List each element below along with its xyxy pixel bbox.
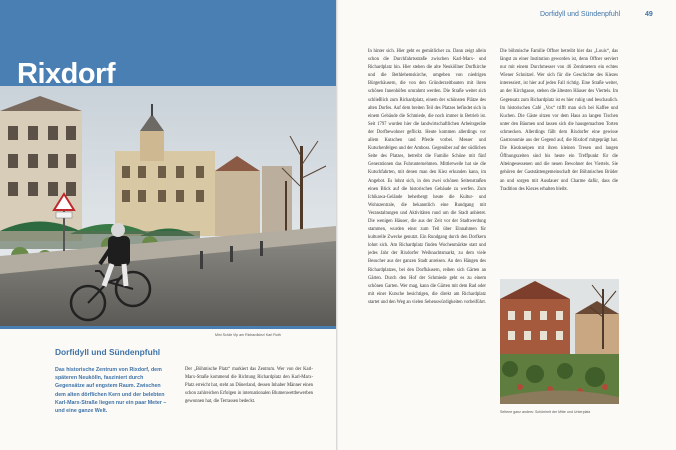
body-column-right-2: Die böhmische Familie Offner betreibt hier das „Louis“, das längst zu einer Institution geworden ist, denn Offner serviert nur mit einem Durchmesser von 46 Zentimetern ein echtes Wiener Schnitzel. Wer sich für die Geschichte des Kiezes interessiert, ist hier auf jeden Fall richtig. Eine Straße weiter, an der Kirchgasse, stehen die ältesten Häuser des Viertels. Im Gegensatz zum Richardplatz ist es hier ruhig und beschaulich. Im historischen Café „Vox“ trifft man sich bei Kaffee und Kuchen. Die Gäste sitzen vor dem Haus an langen Tischen unter den Bäumen und lassen sich die hausgemachten Torten schmecken. Allerdings fällt dem Rixdorfer eine gewisse Gastronomie aus der Gegend auf, die Rixdorf mitgeprägt hat. Die Kiezkneipen mit ihren kleinen Tresen und langen Öffnungszeiten sind bis heute ein Treffpunkt für die Alteingesessenen und die neuen Bewohner des Viertels. Sie gehören der Gaststättengemeinschaft der Böhmischen Brüder an und sorgen mit Ausdauer und Charme dafür, dass die Tradition des Kiezes erhalten bleibt. [500,49,618,192]
body-column-left: Der „Böhmische Platz“ markiert das Zentrum. Wer von der Karl-Marx-Straße kommend die Richtung Richardplatz den Karl-Marx-Platz erreicht hat, steht an Dönerland, dessen Inhaber Männer einen schon zahlreichen Erfolgen in internationalen Blumenwettbewerben gewonnen hat, die Terrassen bedeckt. [185,367,313,405]
body-column-right-1: In hinter sich. Hier geht es gemütlicher zu. Dann zeigt allein schon die Durchfahrtsstraße zwischen Karl-Marx- und Richardplatz hin. Hier stehen die alte Neuköllner Dorfkirche und die Bethlehemskirche, umgeben von niedrigen Bürgerhäusern, die von den Gründerzeitbauten mit ihren schönen Innenhöfen umrahmt werden. Die Straße weitet sich schließlich zum Richardplatz, einem der schönsten Plätze des alten Dorfes. Auf dem breiten Teil des Platzes befindet sich in einem Gebäude die Schmiede, die noch immer in Betrieb ist. Seit 1797 wurden hier die landwirtschaftlichen Arbeitsgeräte der Dorfbewohner geflickt. Heute kommen allerdings vor allem Kutschen und Pferde vorbei. Messer und Kutschenfelgen und der Amboss. Gegenüber auf der südlichen Seite des Platzes, betreibt die Familie Schöne mit fünf Generationen das Fuhrunternehmen. Mittlerweile hat sie die Kutschfahrten, mit denen man den Kiez erkunden kann, im Angebot. Es lohnt sich, in den zwei schönen Seitenstraßen einen Blick auf die historischen Gebäude zu werfen. Zum Ichikawa-Gelände beherbergt heute die Kultur- und Wohnzentrale, die bekanntlich eine Rundgang mit Veranstaltungen und Aktivitäten rund um die Stadt anbietet. Die wenigen Häuser, die aus der Zeit vor der Stadtwerdung stammen, wurden einst zum Teil über Einnahmen für kulturelle Zwecke genutzt. Ein Rundgang durch den Dorfkern lohnt sich. Am Richardplatz finden Wochenmärkte statt und jedes Jahr der Rixdorfer Weihnachtsmarkt, zu dem viele Besucher aus der ganzen Stadt anreisen. An den Hängen des Richardplatzes, bei den Dorfhäusern, reihen sich Gärten an Gärten. Durch den Hof der Schmiede geht es zu einem schönen Garten. Wer mag, kann die Gärten mit dem Rad oder mit einer Kutsche besichtigen, die direkt am Richardplatz startet und den Weg an vielen Sehenswürdigkeiten vorbeiführt. [368,49,486,305]
page-number: 49 [645,11,653,18]
photo-underline [0,326,336,329]
street-photo [0,86,336,326]
left-page [0,0,336,450]
intro-paragraph: Das historische Zentrum von Rixdorf, dem späteren Neukölln, fasziniert durch Gegensätze auf engstem Raum. Zwischen dem alten dörflichen Kern und der belebten Karl-Marx-Straße liegen nur ein paar Meter – und eine ganze Welt. [55,367,167,415]
photo-caption-right: Seltene ganz anders: Schönheit der Mitte und Unterplatz [500,410,591,414]
chapter-title: Rixdorf [17,58,115,90]
garden-photo [500,279,619,404]
photo-caption-left: Mini Schär Vip am Richardkiez/ Karl Roth [215,333,281,337]
section-heading: Dorfidyll und Sündenpfuhl [55,347,161,357]
running-head: Dorfidyll und Sündenpfuhl [540,11,621,18]
